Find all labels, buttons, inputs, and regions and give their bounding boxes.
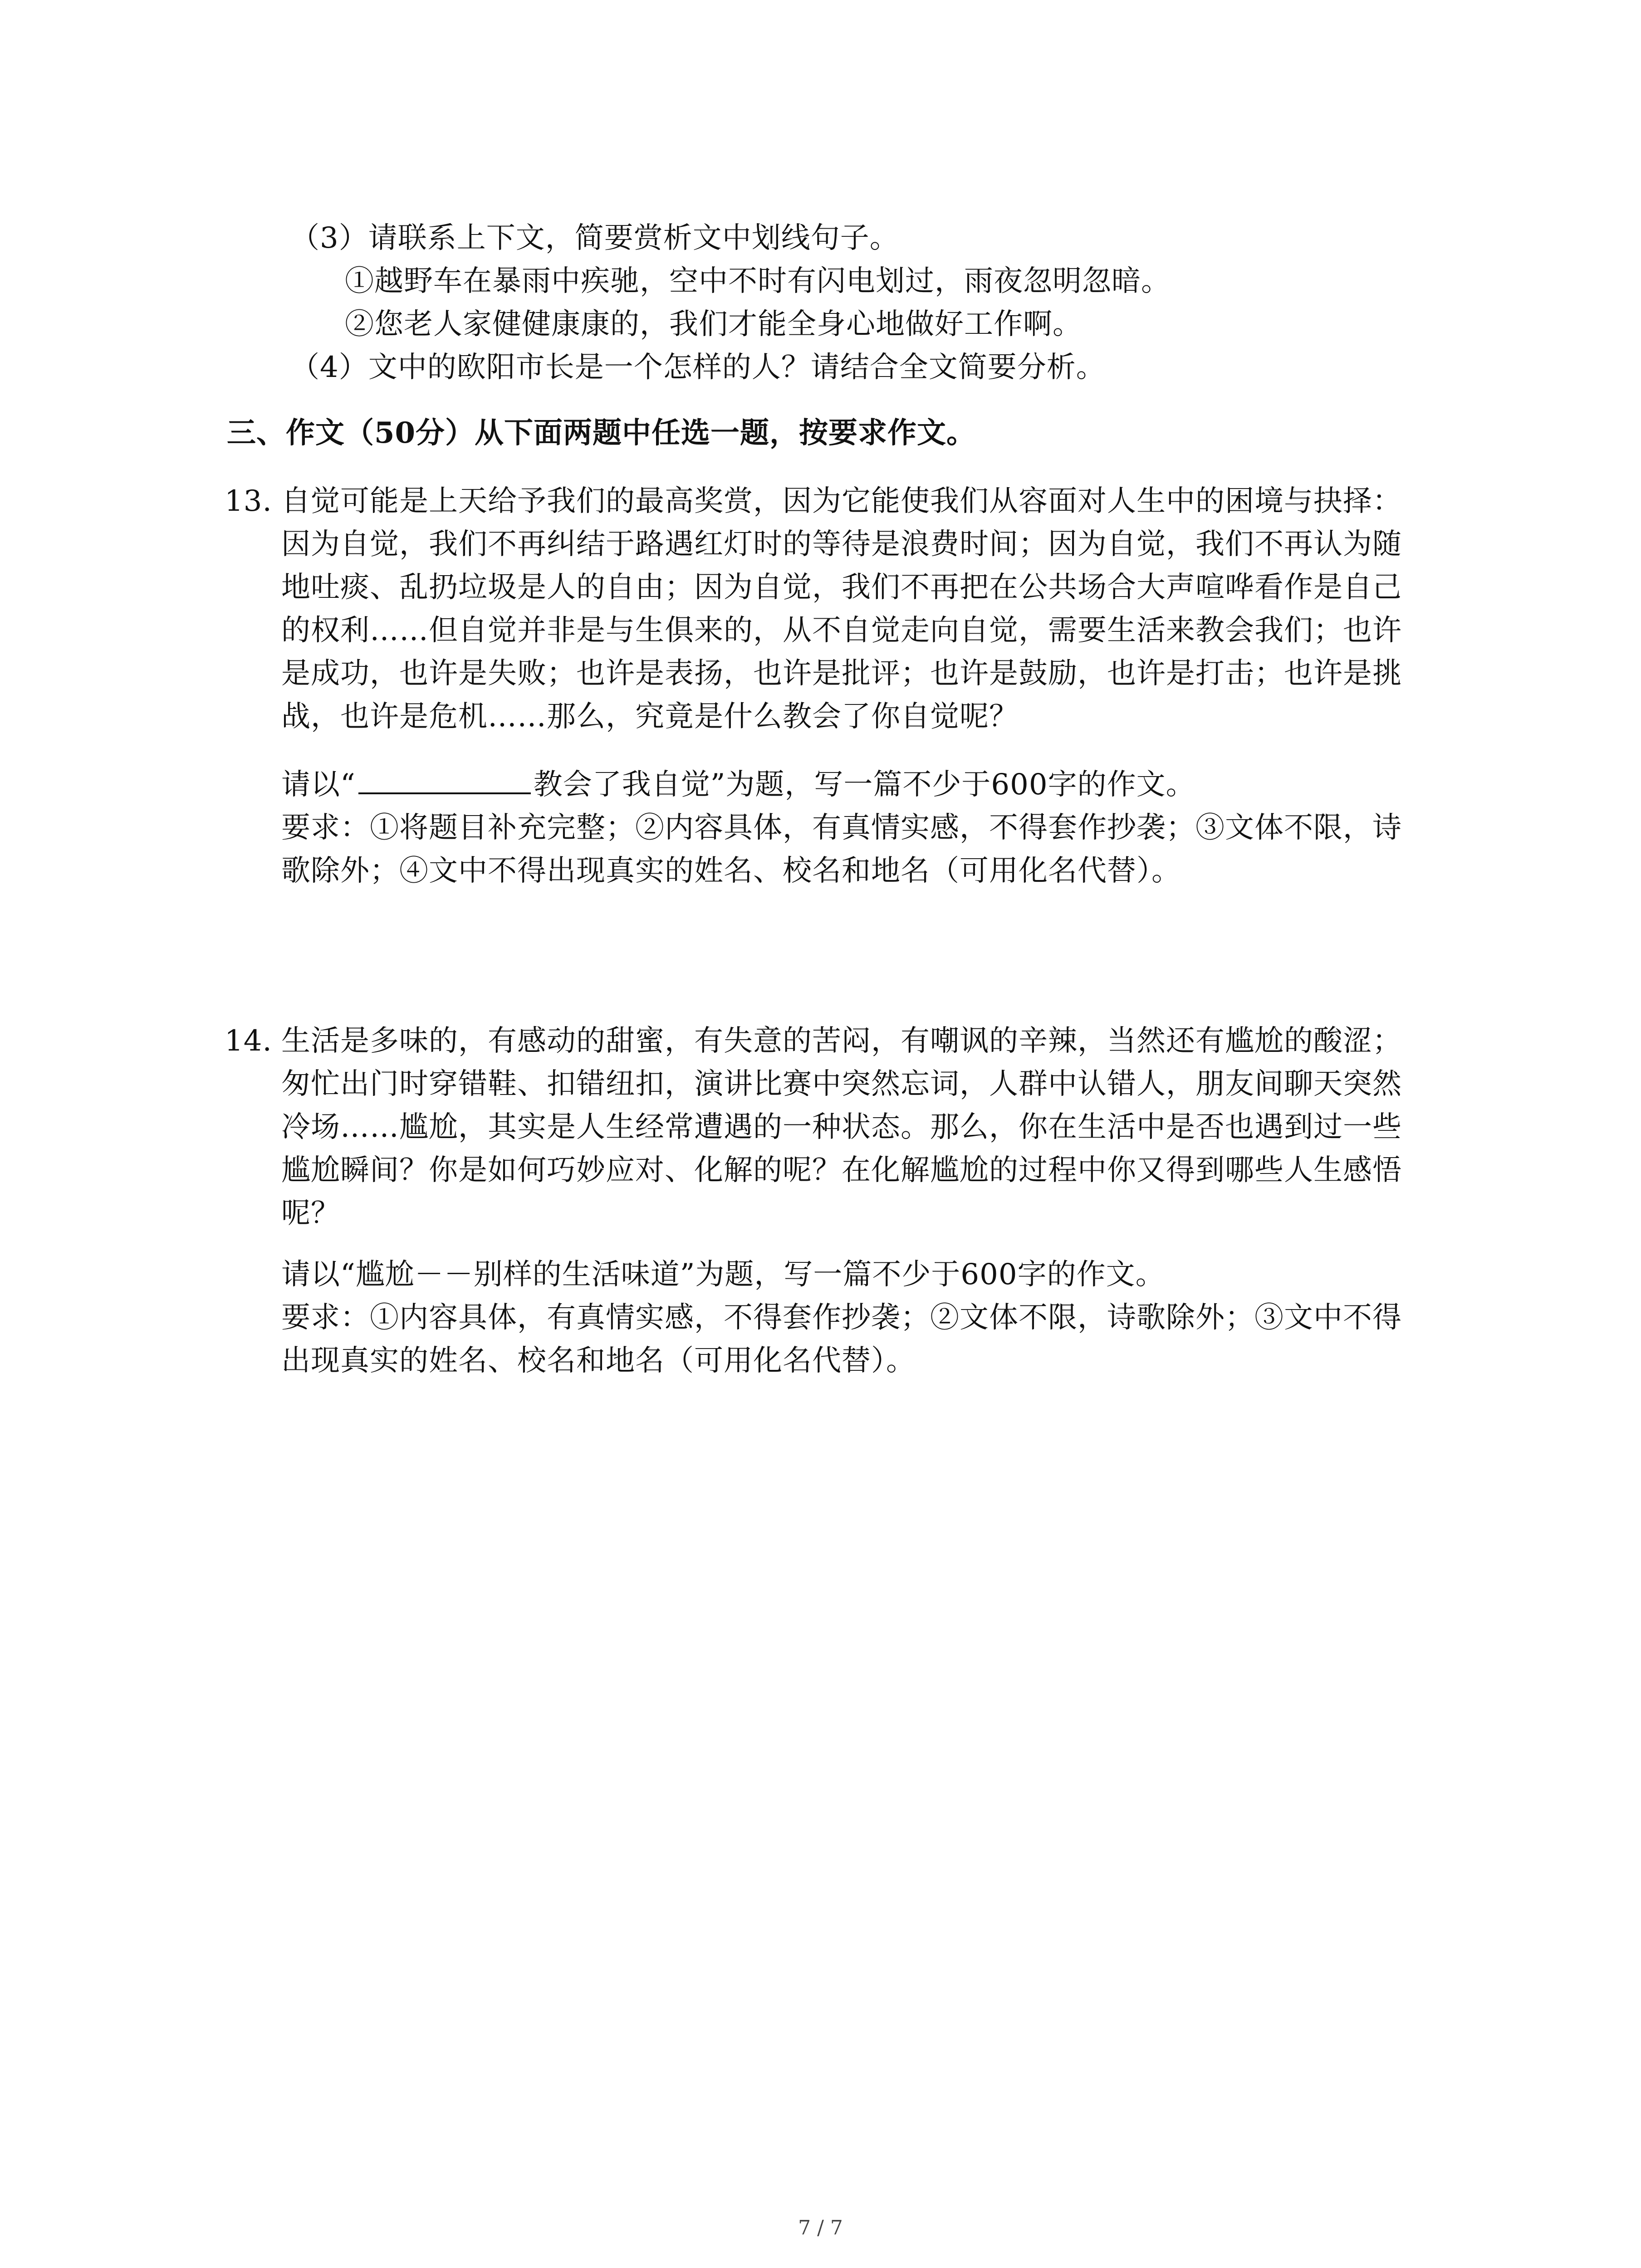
q12-sub3-prompt: （3）请联系上下文，简要赏析文中划线句子。 [290,221,899,255]
q13-text-line: 的权利……但自觉并非是与生俱来的，从不自觉走向自觉，需要生活来教会我们；也许 [281,614,1402,647]
q14-number: 14. [225,1024,272,1058]
q12-sub3-sentence-2: ②您老人家健健康康的，我们才能全身心地做好工作啊。 [345,308,1082,341]
q12-sub3-sentence-1: ①越野车在暴雨中疾驰，空中不时有闪电划过，雨夜忽明忽暗。 [345,264,1171,298]
q14-text-line: 呢？ [281,1197,340,1230]
page-number: 7 / 7 [798,2216,843,2239]
q13-title-blank [358,763,531,794]
q13-title-suffix: 教会了我自觉”为题，写一篇不少于600字的作文。 [533,768,1195,802]
q13-title-instruction [281,762,1195,807]
q13-text-line: 因为自觉，我们不再纠结于路遇红灯时的等待是浪费时间；因为自觉，我们不再认为随 [281,528,1402,561]
q13-text-line: 自觉可能是上天给予我们的最高奖赏，因为它能使我们从容面对人生中的困境与抉择： [281,484,1402,518]
q13-text-line: 地吐痰、乱扔垃圾是人的自由；因为自觉，我们不再把在公共场合大声喧哗看作是自己 [281,571,1402,604]
q14-requirements-line: 要求：①内容具体，有真情实感，不得套作抄袭；②文体不限，诗歌除外；③文中不得 [281,1301,1402,1334]
q13-requirements-line: 歌除外；④文中不得出现真实的姓名、校名和地名（可用化名代替）。 [281,854,1181,888]
q13-number: 13. [225,484,272,518]
q13-requirements-line: 要求：①将题目补充完整；②内容具体，有真情实感，不得套作抄袭；③文体不限，诗 [281,811,1402,845]
q14-text-line: 匆忙出门时穿错鞋、扣错纽扣，演讲比赛中突然忘词，人群中认错人，朋友间聊天突然 [281,1067,1402,1101]
q14-text-line: 冷场……尴尬，其实是人生经常遭遇的一种状态。那么，你在生活中是否也遇到过一些 [281,1110,1402,1144]
q14-text-line: 尴尬瞬间？你是如何巧妙应对、化解的呢？在化解尴尬的过程中你又得到哪些人生感悟 [281,1154,1402,1187]
q14-text-line: 生活是多味的，有感动的甜蜜，有失意的苦闷，有嘲讽的辛辣，当然还有尴尬的酸涩； [281,1024,1402,1058]
q13-text-line: 是成功，也许是失败；也许是表扬，也许是批评；也许是鼓励，也许是打击；也许是挑 [281,657,1402,690]
q14-title-instruction: 请以“尴尬－－别样的生活味道”为题，写一篇不少于600字的作文。 [281,1258,1165,1291]
q14-requirements-line: 出现真实的姓名、校名和地名（可用化名代替）。 [281,1344,916,1378]
q13-text-line: 战，也许是危机……那么，究竟是什么教会了你自觉呢？ [281,700,1019,733]
section-3-heading: 三、作文（50分）从下面两题中任选一题，按要求作文。 [227,416,976,450]
q12-sub4-prompt: （4）文中的欧阳市长是一个怎样的人？请结合全文简要分析。 [290,351,1106,384]
q13-title-prefix: 请以“ [281,768,356,802]
